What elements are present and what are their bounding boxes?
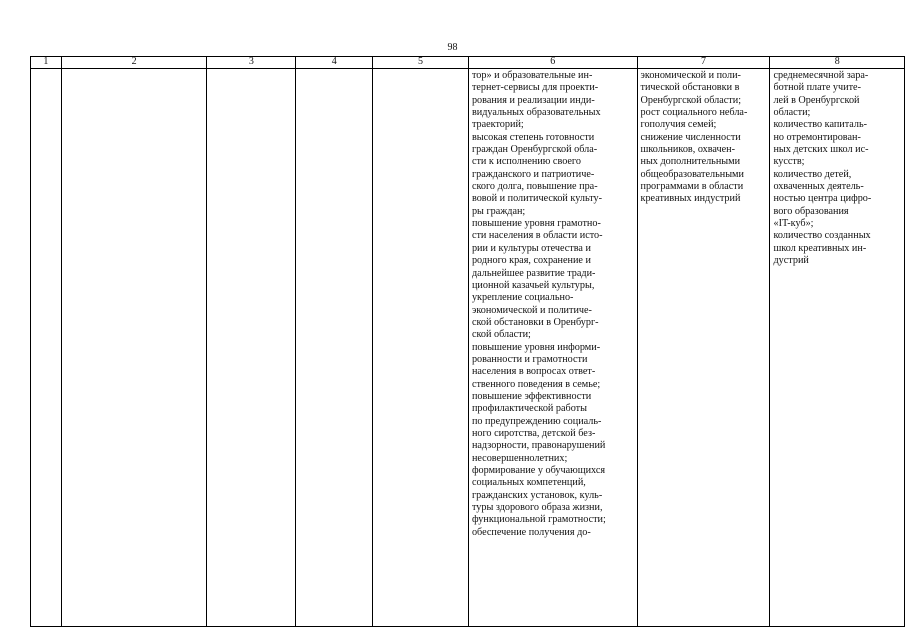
cell-col-3 (207, 69, 296, 627)
text-line: школьников, охвачен- (640, 144, 736, 156)
text-line: граждан Оренбургской обла- (471, 144, 598, 156)
text-line: обеспечение получения до- (471, 526, 591, 538)
cell-col-5 (373, 69, 469, 627)
column-header-1: 1 (31, 57, 62, 69)
text-line: профилактической работы (471, 403, 587, 415)
column-header-7: 7 (637, 57, 770, 69)
text-line: общеобразовательными (640, 168, 744, 180)
table-row (31, 69, 905, 627)
text-line: укрепление социально- (471, 292, 574, 304)
text-line: рост социального небла- (640, 107, 748, 119)
text-line: формирование у обучающихся (471, 465, 606, 476)
text-line: вовой и политической культу- (471, 193, 603, 205)
column-header-8: 8 (770, 57, 905, 69)
text-line: по предупреждению социаль- (471, 415, 602, 427)
text-line: школ креативных ин- (773, 242, 867, 254)
col6-text (469, 69, 637, 539)
text-line: рования и реализации инди- (471, 94, 595, 106)
col8-text (770, 69, 904, 268)
text-line: креативных индустрий (640, 193, 741, 205)
cell-col-6 (468, 69, 637, 627)
text-line: ционной казачьей культуры, (471, 279, 595, 291)
text-line: но отремонтирован- (773, 131, 861, 143)
text-line: кусств; (773, 156, 805, 168)
text-line: ного сиротства, детской без- (471, 427, 596, 439)
text-line: ской области; (471, 329, 531, 341)
header-row (31, 57, 905, 69)
text-line: социальных компетенций, (471, 477, 586, 489)
data-table (30, 56, 905, 627)
text-line: Оренбургской области; (640, 94, 742, 106)
text-line: охваченных деятель- (773, 181, 864, 193)
cell-col-7 (637, 69, 770, 627)
text-line: функциональной грамотности; (471, 514, 606, 526)
text-line: высокая степень готовности (471, 131, 595, 143)
text-line: снижение численности (640, 131, 741, 143)
text-line: тической обстановки в (640, 82, 740, 94)
text-line: среднемесячной зара- (773, 70, 869, 81)
text-line: «IT-куб»; (773, 218, 814, 230)
text-line: тернет-сервисы для проекти- (471, 82, 599, 94)
text-line: рованности и грамотности (471, 353, 588, 365)
text-line: ных детских школ ис- (773, 144, 869, 156)
column-header-4: 4 (296, 57, 373, 69)
column-header-3: 3 (207, 57, 296, 69)
text-line: количество капиталь- (773, 119, 868, 131)
text-line: экономической и политиче- (471, 304, 592, 316)
text-line: повышение уровня информи- (471, 341, 601, 353)
text-line: туры здорового образа жизни, (471, 502, 603, 514)
text-line: экономической и поли- (640, 70, 741, 81)
col7-text (638, 69, 770, 206)
text-line: программами в области (640, 181, 744, 193)
text-line: родного края, сохранение и (471, 255, 591, 267)
text-line: лей в Оренбургской (773, 94, 860, 106)
column-header-5: 5 (373, 57, 469, 69)
text-line: сти к исполнению своего (471, 156, 581, 168)
cell-col-1 (31, 69, 62, 627)
text-line: несовершеннолетних; (471, 452, 568, 464)
text-line: сти населения в области исто- (471, 230, 603, 242)
text-line: гополучия семей; (640, 119, 717, 131)
text-line: ской обстановки в Оренбург- (471, 316, 599, 328)
cell-col-8 (770, 69, 905, 627)
cell-col-2 (61, 69, 206, 627)
text-line: рии и культуры отечества и (471, 242, 591, 254)
text-line: ственного поведения в семье; (471, 378, 601, 390)
text-line: ностью центра цифро- (773, 193, 872, 205)
text-line: повышение эффективности (471, 390, 592, 402)
cell-col-4 (296, 69, 373, 627)
text-line: дальнейшее развитие тради- (471, 267, 596, 279)
text-line: гражданского и патриотиче- (471, 168, 595, 180)
text-line: повышение уровня грамотно- (471, 218, 601, 230)
text-line: траекторий; (471, 119, 524, 131)
text-line: количество детей, (773, 168, 852, 180)
text-line: тор» и образовательные ин- (471, 70, 593, 81)
text-line: видуальных образовательных (471, 107, 601, 119)
column-header-2: 2 (61, 57, 206, 69)
text-line: населения в вопросах ответ- (471, 366, 596, 378)
text-line: гражданских установок, куль- (471, 489, 603, 501)
column-header-6: 6 (468, 57, 637, 69)
text-line: вого образования (773, 205, 849, 217)
text-line: количество созданных (773, 230, 871, 242)
text-line: дустрий (773, 255, 809, 267)
text-line: ского долга, повышение пра- (471, 181, 598, 193)
text-line: надзорности, правонарушений (471, 440, 606, 452)
text-line: области; (773, 107, 811, 119)
page-number: 98 (447, 42, 458, 53)
text-line: ных дополнительными (640, 156, 741, 168)
text-line: ботной плате учите- (773, 82, 861, 94)
text-line: ры граждан; (471, 205, 526, 217)
